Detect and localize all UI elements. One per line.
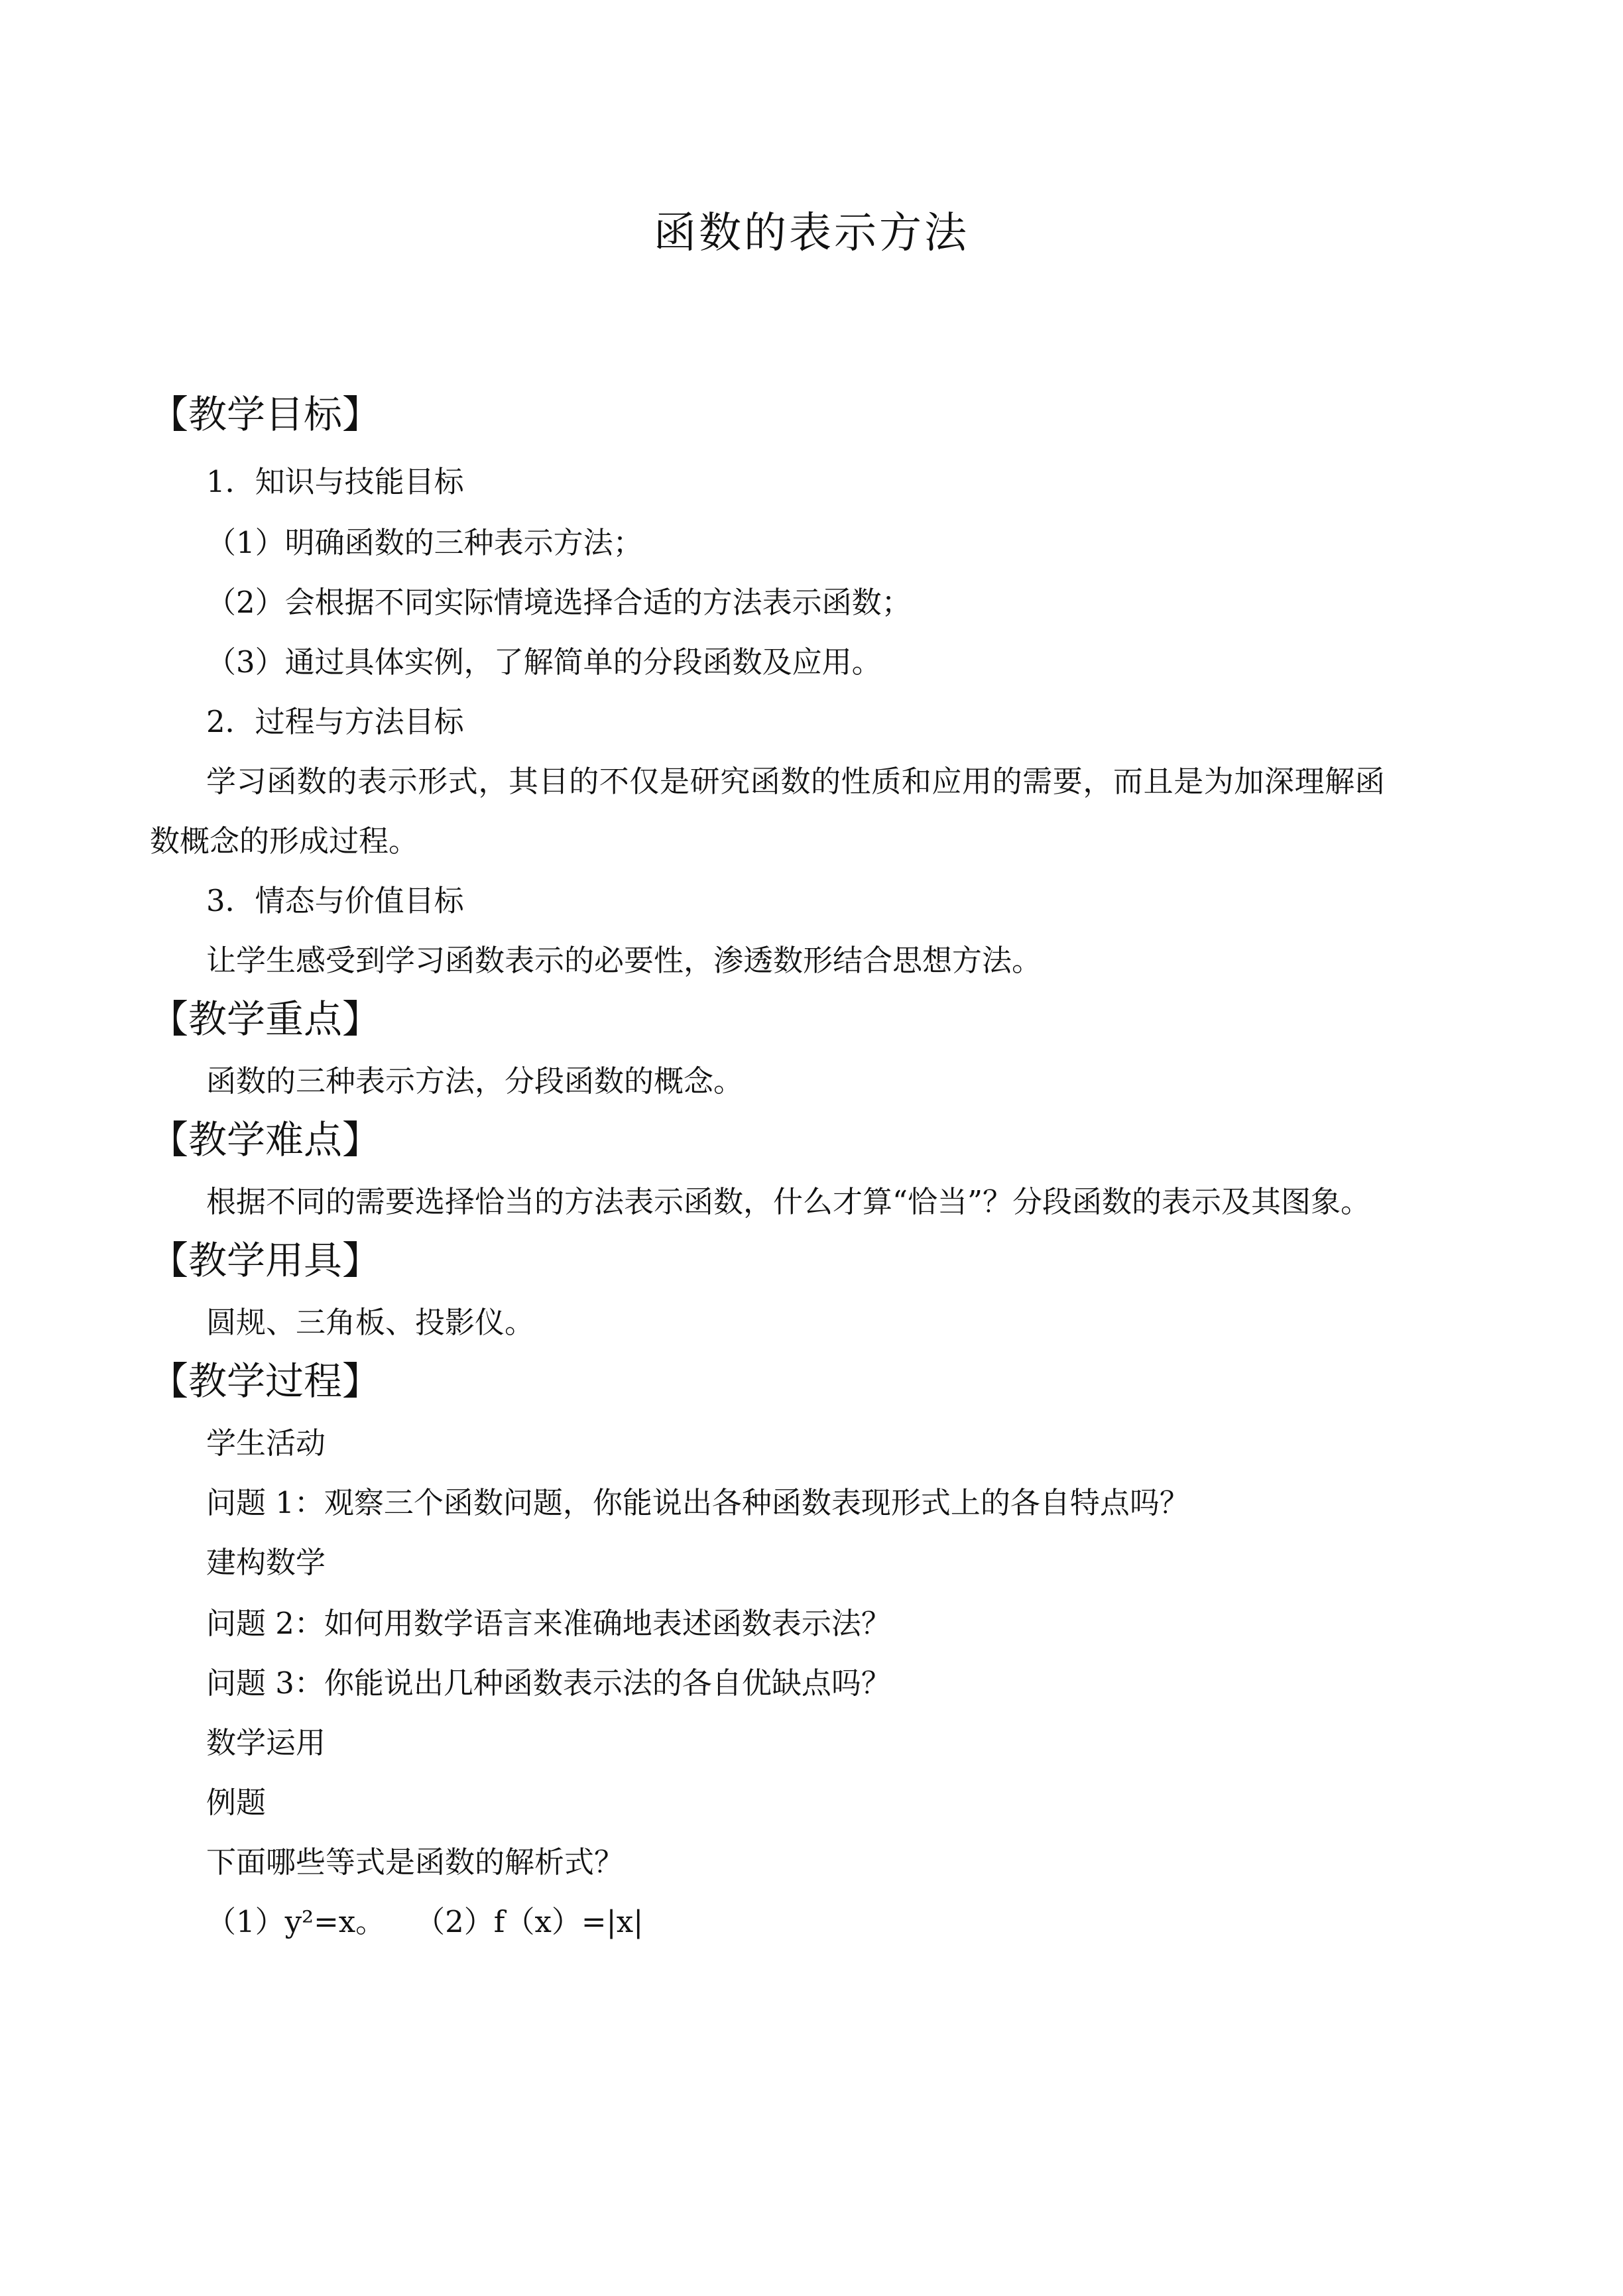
objective-1-2: （2）会根据不同实际情境选择合适的方法表示函数；	[206, 585, 912, 620]
process-student-activity: 学生活动	[206, 1425, 326, 1461]
process-example: 例题	[206, 1785, 267, 1820]
objective-2: 2．过程与方法目标	[206, 704, 464, 739]
process-question-3: 问题 3：你能说出几种函数表示法的各自优缺点吗？	[206, 1665, 891, 1701]
objective-2-text-line1: 学习函数的表示形式，其目的不仅是研究函数的性质和应用的需要，而且是为加深理解函	[206, 764, 1386, 799]
heading-key-points: 【教学重点】	[150, 997, 381, 1042]
objective-2-text-line2: 数概念的形成过程。	[150, 823, 419, 859]
difficulties-text: 根据不同的需要选择恰当的方法表示函数，什么才算“恰当”？分段函数的表示及其图象。	[206, 1184, 1371, 1219]
objective-1-1: （1）明确函数的三种表示方法；	[206, 525, 643, 560]
objective-3-text: 让学生感受到学习函数表示的必要性，渗透数形结合思想方法。	[206, 943, 1042, 978]
objective-3: 3．情态与价值目标	[206, 883, 464, 918]
heading-difficulties: 【教学难点】	[150, 1117, 381, 1162]
heading-tools: 【教学用具】	[150, 1238, 381, 1283]
process-example-question: 下面哪些等式是函数的解析式？	[206, 1844, 625, 1880]
process-math-application: 数学运用	[206, 1725, 326, 1760]
tools-text: 圆规、三角板、投影仪。	[206, 1305, 535, 1340]
document-title: 函数的表示方法	[654, 209, 969, 258]
objective-1-3: （3）通过具体实例，了解简单的分段函数及应用。	[206, 644, 882, 680]
heading-objectives: 【教学目标】	[150, 392, 381, 437]
objective-1: 1．知识与技能目标	[206, 464, 464, 499]
key-points-text: 函数的三种表示方法，分段函数的概念。	[206, 1063, 744, 1099]
process-question-1: 问题 1：观察三个函数问题，你能说出各种函数表现形式上的各自特点吗？	[206, 1485, 1189, 1520]
heading-process: 【教学过程】	[150, 1359, 381, 1404]
process-build-math: 建构数学	[206, 1545, 326, 1580]
process-question-2: 问题 2：如何用数学语言来准确地表述函数表示法？	[206, 1606, 891, 1641]
process-example-options: （1）y²=x。 （2）f（x）=|x|	[206, 1904, 644, 1939]
